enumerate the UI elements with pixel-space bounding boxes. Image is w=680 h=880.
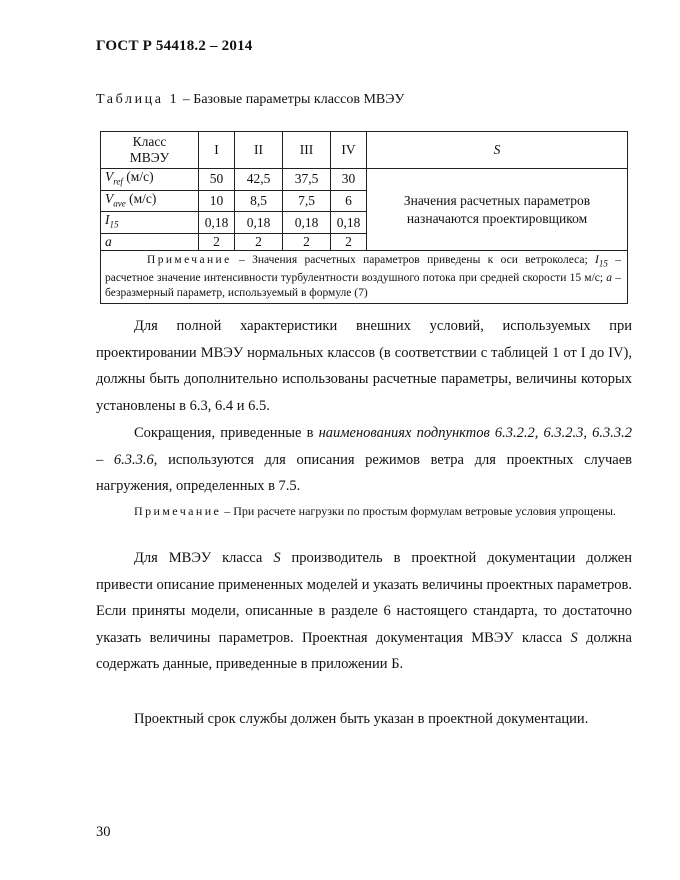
table-note-text2: –расчетное значение интенсивности турбулентности воздушного потока при средней скорости 15 м/с; [105,254,621,285]
paragraph-3-c: должна содержать данные, приведенные в приложении Б. [96,629,632,672]
table-caption-text: – Базовые параметры классов МВЭУ [179,92,405,107]
table-note-text1: – Значения расчетных параметров приведены к оси ветроколеса; [231,254,596,267]
table-cell: 10 [199,190,235,212]
table-cell: 0,18 [283,212,331,234]
col-header-2: II [235,132,283,169]
paragraph-2-start: Сокращения, приведенные в [134,425,319,441]
table-cell: 0,18 [331,212,367,234]
paragraph-3 [96,545,632,678]
row-label [101,190,199,212]
table-caption-label: Таблица 1 [96,92,180,107]
paragraph-4: Проектный срок службы должен быть указан в проектной документации. [134,711,589,727]
paragraph-2-end: , используются для описания режимов ветра для проектных случаев нагружения, определенных в 7.5. [96,451,633,494]
row-symbol: V [105,169,114,184]
table-cell: 2 [199,234,235,251]
row-label [101,234,199,251]
row-symbol: a [105,234,112,250]
s-description-line1: Значения расчетных параметров [403,192,591,208]
row-unit: (м/с) [122,169,154,184]
table-cell: 37,5 [283,169,331,191]
paragraph-3-s2: S [570,629,578,646]
row-unit: (м/с) [125,190,157,206]
row-label [101,212,199,234]
class-header-cell [101,132,199,169]
table-header-row [101,132,628,169]
table-note-sym-a: a [606,272,613,285]
table-cell: 2 [235,234,283,251]
s-col-header [367,132,628,169]
table-note-label: Примечание [147,254,232,267]
paragraph-3-s1: S [273,550,281,566]
s-col-header-text: S [493,142,501,157]
page-number: 30 [96,824,111,840]
row-symbol: I [105,212,110,228]
table-cell: 7,5 [283,190,331,212]
table-cell: 50 [199,169,235,191]
paragraph-2-italic: наименованиях подпунктов 6.3.2.2, 6.3.2.3, 6.3.3.2 – 6.3.3.6 [96,425,632,468]
class-header-line1: Класс [132,134,167,149]
table-cell: 2 [283,234,331,251]
col-header-1: I [199,132,235,169]
paragraph-3-a: Для МВЭУ класса [134,550,274,566]
table-cell: 0,18 [235,212,283,234]
paragraph-2 [96,420,632,500]
row-label [101,169,199,191]
parameters-table [100,131,628,304]
table-cell: 8,5 [235,190,283,212]
table-note-row [101,251,628,304]
class-header-line2: МВЭУ [129,150,170,165]
paragraph-note-label: Примечание [134,504,222,518]
table-cell: 6 [331,190,367,212]
paragraph-note-text: – При расчете нагрузки по простым формулам ветровые условия упрощены. [221,504,616,518]
table-caption [96,92,404,108]
table-cell: 0,18 [199,212,235,234]
paragraph-note [96,500,632,522]
table-note [101,251,628,304]
table-cell: 42,5 [235,169,283,191]
col-header-4: IV [331,132,367,169]
s-description-cell [367,169,628,251]
paragraph-1: Для полной характеристики внешних условий, используемых при проектировании МВЭУ нормальных классов (в соответствии с таблицей 1 от I до IV), должны быть дополнительно использованы расчетные параметры, величины которых установлены в 6.3, 6.4 и 6.5. [96,318,632,414]
col-header-3: III [283,132,331,169]
paragraph-3-b: производитель в проектной документации должен привести описание примененных моделей и указать величины проектных параметров. Если приняты модели, описанные в разделе 6 настоящего стандарта, то достаточно указать величины параметров. Проектная документация МВЭУ класса [96,550,632,646]
document-header: ГОСТ Р 54418.2 – 2014 [96,38,253,54]
table-note-sub-i: 15 [598,258,608,269]
row-symbol: V [105,190,114,206]
s-description-line2: назначаются проектировщиком [406,210,588,226]
table-row [101,169,628,191]
table-note-sym-i: I [595,254,599,267]
row-subscript: ave [113,198,126,209]
table-cell: 30 [331,169,367,191]
table-cell: 2 [331,234,367,251]
row-subscript: ref [113,176,123,187]
table-note-text3: – безразмерный параметр, используемый в формуле (7) [105,272,622,300]
row-subscript: 15 [109,220,119,231]
